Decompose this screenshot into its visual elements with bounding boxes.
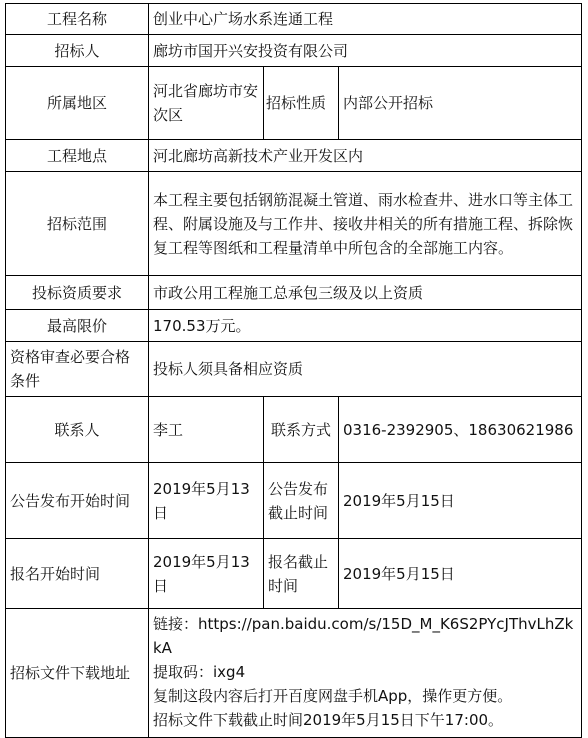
max-price-label: 最高限价 [6,310,149,342]
max-price-value: 170.53万元。 [149,310,582,342]
download-link-line[interactable]: 链接：https://pan.baidu.com/s/15D_M_K6S2PYcJThvLhZkkA [153,615,574,657]
signup-end-value: 2019年5月15日 [339,539,582,609]
region-label: 所属地区 [6,67,149,140]
row-contact [6,397,582,463]
row-max-price [6,310,582,342]
row-tenderer [6,35,582,67]
signup-start-label: 报名开始时间 [6,539,149,609]
qualification-value: 市政公用工程施工总承包三级及以上资质 [149,276,582,310]
tenderer-label: 招标人 [6,35,149,67]
app-tip-line: 复制这段内容后打开百度网盘手机App，操作更方便。 [153,687,513,705]
download-deadline-line: 招标文件下载截止时间2019年5月15日下午17:00。 [153,711,504,729]
review-value: 投标人须具备相应资质 [149,342,582,397]
scope-label: 招标范围 [6,172,149,276]
signup-end-label: 报名截止时间 [264,539,339,609]
row-region [6,67,582,140]
extraction-code-line: 提取码：ixg4 [153,663,246,681]
announce-start-value: 2019年5月13日 [149,463,264,539]
project-name-label: 工程名称 [6,4,149,35]
tender-info-table [5,3,582,738]
download-value [149,609,582,738]
tender-nature-value: 内部公开招标 [339,67,582,140]
download-label: 招标文件下载地址 [6,609,149,738]
row-announce [6,463,582,539]
announce-end-label: 公告发布截止时间 [264,463,339,539]
project-name-value: 创业中心广场水系连通工程 [149,4,582,35]
tenderer-value: 廊坊市国开兴安投资有限公司 [149,35,582,67]
contact-phone-label: 联系方式 [264,397,339,463]
qualification-label: 投标资质要求 [6,276,149,310]
contact-phone-value: 0316-2392905、18630621986 [339,397,582,463]
signup-start-value: 2019年5月13日 [149,539,264,609]
scope-value: 本工程主要包括钢筋混凝土管道、雨水检查井、进水口等主体工程、附属设施及与工作井、接收井相关的所有措施工程、拆除恢复工程等图纸和工程量清单中所包含的全部施工内容。 [149,172,582,276]
location-value: 河北廊坊高新技术产业开发区内 [149,140,582,172]
announce-end-value: 2019年5月15日 [339,463,582,539]
row-qualification [6,276,582,310]
row-project-name [6,4,582,35]
row-scope [6,172,582,276]
announce-start-label: 公告发布开始时间 [6,463,149,539]
row-location [6,140,582,172]
row-signup [6,539,582,609]
location-label: 工程地点 [6,140,149,172]
review-label: 资格审查必要合格条件 [6,342,149,397]
tender-nature-label: 招标性质 [264,67,339,140]
row-download [6,609,582,738]
contact-label: 联系人 [6,397,149,463]
region-value: 河北省廊坊市安次区 [149,67,264,140]
row-review [6,342,582,397]
contact-value: 李工 [149,397,264,463]
